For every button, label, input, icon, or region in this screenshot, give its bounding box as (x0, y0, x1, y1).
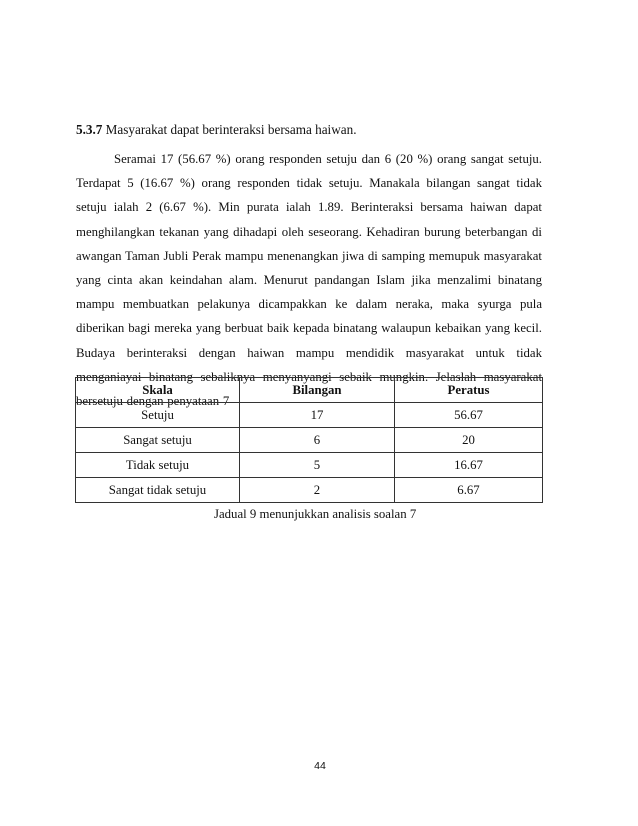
table-cell: Sangat setuju (76, 428, 240, 453)
table-cell: 17 (240, 403, 395, 428)
table-header-percent: Peratus (395, 378, 543, 403)
table-cell: 5 (240, 453, 395, 478)
page-number: 44 (314, 760, 326, 772)
table-caption: Jadual 9 menunjukkan analisis soalan 7 (214, 507, 417, 521)
section-heading (76, 122, 357, 138)
table-cell: 16.67 (395, 453, 543, 478)
table-row (76, 453, 543, 478)
table-cell: 20 (395, 428, 543, 453)
table-row (76, 478, 543, 503)
section-number: 5.3.7 (76, 122, 103, 137)
table-cell: Setuju (76, 403, 240, 428)
table-cell: 56.67 (395, 403, 543, 428)
section-title: Masyarakat dapat berinteraksi bersama haiwan. (105, 122, 357, 137)
table-row (76, 403, 543, 428)
survey-results-table (75, 377, 543, 503)
table-header-count: Bilangan (240, 378, 395, 403)
table-cell: 2 (240, 478, 395, 503)
table-header-row (76, 378, 543, 403)
body-paragraph: Seramai 17 (56.67 %) orang responden setuju dan 6 (20 %) orang sangat setuju. Terdapat 5 (16.67 %) orang responden tidak setuju. Manakala bilangan sangat tidak setuju ialah 2 (6.67 %). Min purata ialah 1.89. Berinteraksi bersama haiwan dapat menghilangkan tekanan yang dihadapi oleh seseorang. Kehadiran burung beterbangan di awangan Taman Jubli Perak mampu menenangkan jiwa di samping memupuk masyarakat yang cinta akan keindahan alam. Menurut pandangan Islam jika menzalimi binatang mampu membuatkan pelakunya dicampakkan ke dalam neraka, maka syurga pula diberikan bagi mereka yang berbuat baik kepada binatang walaupun kebaikan yang kecil. Budaya berinteraksi dengan haiwan mampu mendidik masyarakat untuk tidak menganiayai binatang sebaliknya menyanyangi sebaik mungkin. Jelaslah masyarakat bersetuju dengan penyataan 7 (76, 152, 542, 409)
table-row (76, 428, 543, 453)
table-cell: Tidak setuju (76, 453, 240, 478)
table-header-scale: Skala (76, 378, 240, 403)
table-cell: 6.67 (395, 478, 543, 503)
table-cell: 6 (240, 428, 395, 453)
table-cell: Sangat tidak setuju (76, 478, 240, 503)
